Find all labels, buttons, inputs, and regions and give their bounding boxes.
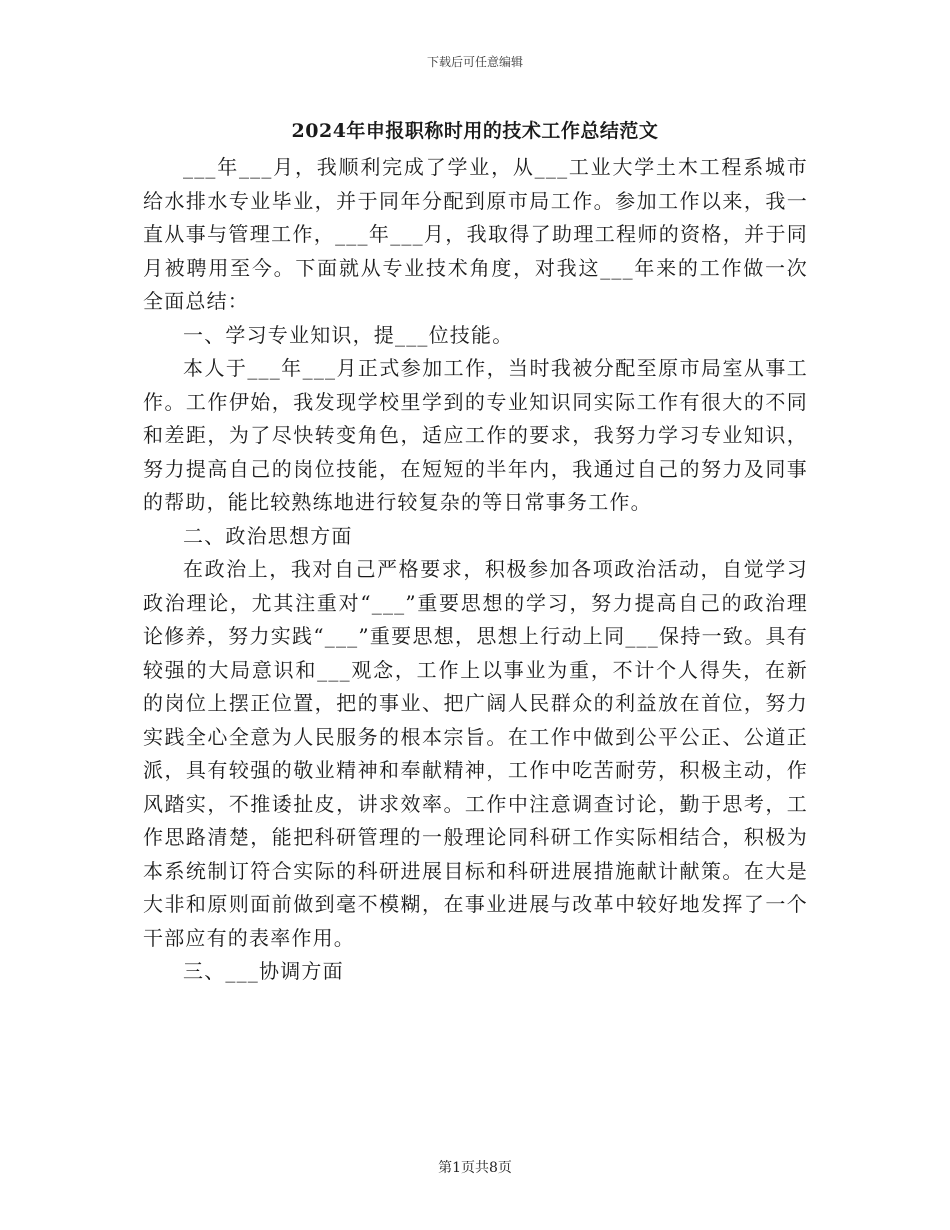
section-heading-2: 二、政治思想方面 xyxy=(183,523,353,548)
section-heading-1: 一、学习专业知识，提___位技能。 xyxy=(183,322,514,347)
page-indicator: 第1页共8页 xyxy=(438,1160,512,1176)
paragraph-section-2: 在政治上，我对自己严格要求，积极参加各项政治活动，自觉学习政治理论，尤其注重对“___”重要思想的学习，努力提高自己的政治理论修养，努力实践“___”重要思想，思想上行动上同___保持一致。具有较强的大局意识和___观念，工作上以事业为重，不计个人得失，在新的岗位上摆正位置，把的事业、把广阔人民群众的利益放在首位，努力实践全心全意为人民服务的根本宗旨。在工作中做到公平公正、公道正派，具有较强的敬业精神和奉献精神，工作中吃苦耐劳，积极主动，作风踏实，不推诿扯皮，讲求效率。工作中注意调查讨论，勤于思考，工作思路清楚，能把科研管理的一般理论同科研工作实际相结合，积极为本系统制订符合实际的科研进展目标和科研进展措施献计献策。在大是大非和原则面前做到毫不模糊，在事业进展与改革中较好地发挥了一个干部应有的表率作用。 xyxy=(143,557,808,950)
document-body xyxy=(143,151,808,989)
document-title: 2024年申报职称时用的技术工作总结范文 xyxy=(291,120,659,142)
section-heading-3: 三、___协调方面 xyxy=(183,959,344,983)
header-note: 下载后可任意编辑 xyxy=(426,55,523,69)
paragraph-intro: ___年___月，我顺利完成了学业，从___工业大学土木工程系城市给水排水专业毕业，并于同年分配到原市局工作。参加工作以来，我一直从事与管理工作，___年___月，我取得了助理工程师的资格，并于同月被聘用至今。下面就从专业技术角度，对我这___年来的工作做一次全面总结： xyxy=(143,155,808,313)
paragraph-section-1: 本人于___年___月正式参加工作，当时我被分配至原市局室从事工作。工作伊始，我发现学校里学到的专业知识同实际工作有很大的不同和差距，为了尽快转变角色，适应工作的要求，我努力学习专业知识，努力提高自己的岗位技能，在短短的半年内，我通过自己的努力及同事的帮助，能比较熟练地进行较复杂的等日常事务工作。 xyxy=(143,356,808,514)
